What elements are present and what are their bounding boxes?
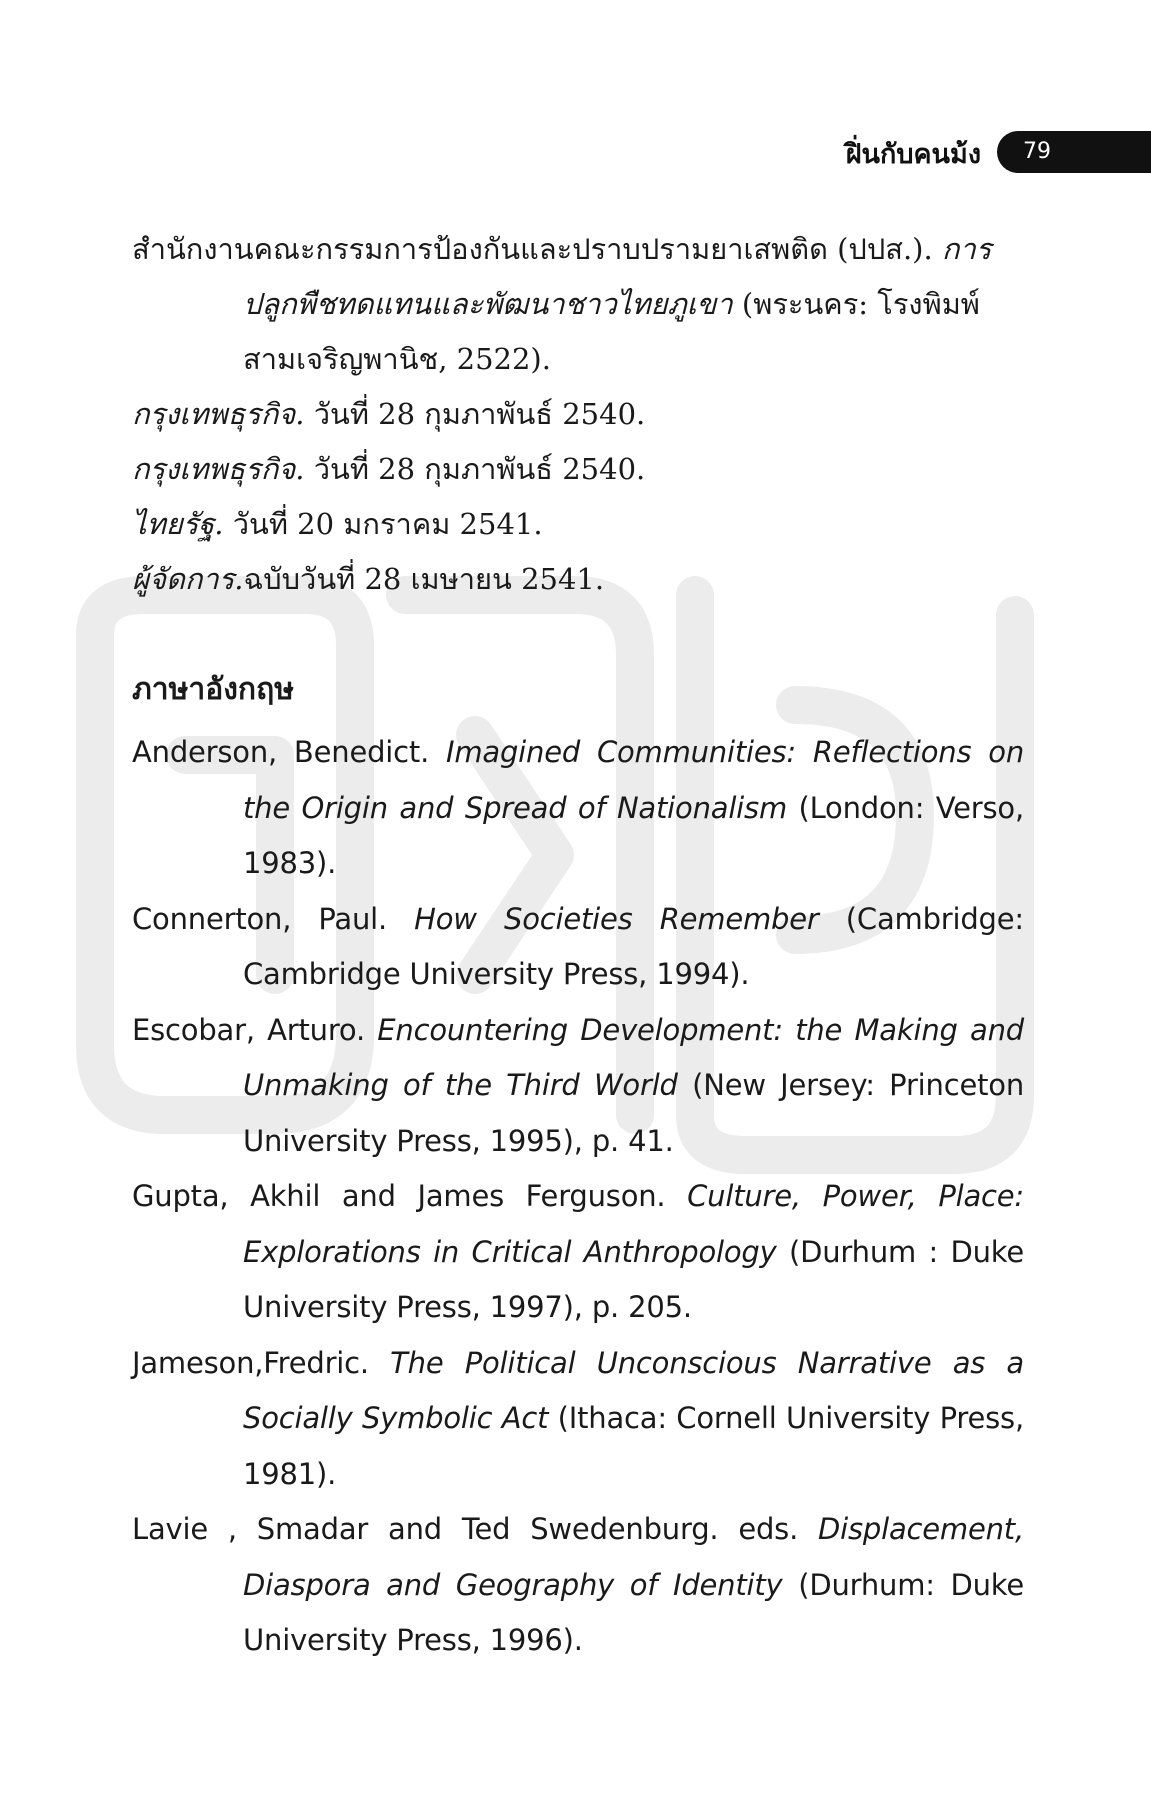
reference-details: (New Jersey: Princeton University Press, 1995), p. 41. [243,1068,1024,1158]
running-title: ฝิ่นกับคนม้ง [845,139,981,170]
english-section-heading: ภาษาอังกฤษ [132,672,295,707]
english-reference [132,725,1024,892]
reference-author: Escobar, Arturo. [132,1012,365,1047]
reference-title: Imagined Communities: Reflections on the Origin and Spread of Nationalism [243,735,1024,825]
reference-author: Lavie , Smadar and Ted Swedenburg. eds. [132,1512,799,1546]
reference-author: Connerton, Paul. [132,901,387,936]
thai-reference [132,442,1024,497]
page-number-tab [997,131,1151,173]
thai-reference [132,222,1024,387]
english-reference [132,1336,1024,1503]
reference-details: (London: Verso, 1983). [243,790,1024,880]
reference-author: Anderson, Benedict. [132,735,430,769]
reference-details: (Durhum : Duke University Press, 1997), p. 205. [243,1234,1024,1324]
reference-details: (Ithaca: Cornell University Press, 1981). [243,1401,1024,1491]
reference-details: (พระนคร: โรงพิมพ์สามเจริญพานิช, 2522). [243,287,980,376]
thai-reference [132,497,1024,552]
page-header [0,128,1151,178]
reference-title: The Political Unconscious Narrative as a Socially Symbolic Act [243,1345,1024,1435]
reference-details: (Cambridge: Cambridge University Press, 1994). [243,901,1024,991]
reference-title: กรุงเทพธุรกิจ. [132,397,305,431]
page-number: 79 [1023,139,1051,164]
reference-details: วันที่ 28 กุมภาพันธ์ 2540. [313,452,646,486]
english-reference [132,1169,1024,1336]
reference-author: Jameson,Fredric. [132,1345,369,1380]
reference-author: สำนักงานคณะกรรมการป้องกันและปราบปรามยาเสพติด (ปปส.). [132,232,933,266]
thai-reference [132,552,1024,607]
reference-details: ฉบับวันที่ 28 เมษายน 2541. [243,562,605,596]
reference-title: ไทยรัฐ. [132,507,224,541]
english-reference [132,1003,1024,1170]
english-reference [132,1502,1024,1669]
reference-details: (Durhum: Duke University Press, 1996). [243,1567,1024,1657]
reference-title: ผู้จัดการ. [132,562,244,596]
reference-title: Displacement, Diaspora and Geography of Identity [243,1512,1024,1602]
reference-title: กรุงเทพธุรกิจ. [132,452,305,486]
reference-author: Gupta, Akhil and James Ferguson. [132,1179,666,1213]
reference-title: Culture, Power, Place: Explorations in Critical Anthropology [243,1179,1024,1269]
thai-reference [132,387,1024,442]
english-reference [132,892,1024,1003]
reference-details: วันที่ 20 มกราคม 2541. [232,507,543,541]
reference-title: How Societies Remember [414,901,819,936]
reference-title: การปลูกพืชทดแทนและพัฒนาชาวไทยภูเขา [243,232,992,321]
reference-details: วันที่ 28 กุมภาพันธ์ 2540. [313,397,646,431]
bibliography [132,222,1024,1669]
reference-title: Encountering Development: the Making and Unmaking of the Third World [243,1012,1024,1102]
